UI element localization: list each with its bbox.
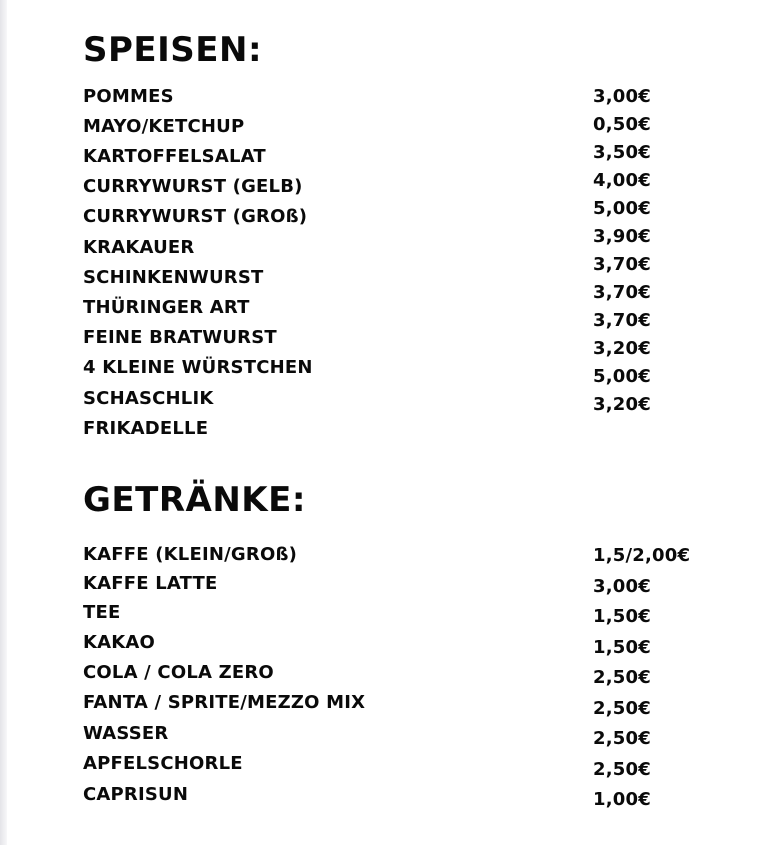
getraenke-item-name: WASSER	[83, 723, 169, 744]
speisen-item-name: MAYO/KETCHUP	[83, 116, 245, 137]
speisen-title: SPEISEN:	[83, 30, 263, 70]
speisen-item-name: CURRYWURST (GROß)	[83, 206, 308, 227]
speisen-item-name: SCHINKENWURST	[83, 267, 264, 288]
speisen-item-price: 4,00€	[593, 170, 651, 191]
getraenke-item-price: 2,50€	[593, 759, 651, 780]
speisen-item-name: POMMES	[83, 86, 174, 107]
speisen-item-price: 3,70€	[593, 282, 651, 303]
getraenke-item-price: 1,50€	[593, 606, 651, 627]
getraenke-item-price: 3,00€	[593, 576, 651, 597]
getraenke-item-name: KAFFE LATTE	[83, 573, 218, 594]
speisen-item-name: KARTOFFELSALAT	[83, 146, 266, 167]
getraenke-title: GETRÄNKE:	[83, 480, 306, 520]
speisen-item-name: SCHASCHLIK	[83, 388, 214, 409]
speisen-item-price: 3,70€	[593, 310, 651, 331]
speisen-item-price: 5,00€	[593, 198, 651, 219]
getraenke-item-price: 1,50€	[593, 637, 651, 658]
speisen-item-price: 3,00€	[593, 86, 651, 107]
speisen-item-price: 0,50€	[593, 114, 651, 135]
page-edge-shadow	[0, 0, 7, 845]
getraenke-item-name: COLA / COLA ZERO	[83, 662, 274, 683]
getraenke-item-price: 1,5/2,00€	[593, 545, 691, 566]
getraenke-item-price: 1,00€	[593, 789, 651, 810]
getraenke-item-name: APFELSCHORLE	[83, 753, 243, 774]
getraenke-item-name: FANTA / SPRITE/MEZZO MIX	[83, 692, 366, 713]
speisen-item-price: 3,90€	[593, 226, 651, 247]
getraenke-item-name: CAPRISUN	[83, 784, 189, 805]
getraenke-item-name: TEE	[83, 602, 121, 623]
speisen-item-name: FEINE BRATWURST	[83, 327, 277, 348]
getraenke-item-name: KAFFE (KLEIN/GROß)	[83, 544, 298, 565]
getraenke-item-price: 2,50€	[593, 698, 651, 719]
getraenke-item-price: 2,50€	[593, 728, 651, 749]
speisen-item-price: 3,20€	[593, 338, 651, 359]
getraenke-item-price: 2,50€	[593, 667, 651, 688]
speisen-item-name: KRAKAUER	[83, 237, 195, 258]
speisen-item-price: 3,20€	[593, 394, 651, 415]
speisen-item-name: FRIKADELLE	[83, 418, 209, 439]
speisen-item-price: 3,50€	[593, 142, 651, 163]
speisen-item-price: 5,00€	[593, 366, 651, 387]
speisen-item-price: 3,70€	[593, 254, 651, 275]
speisen-item-name: THÜRINGER ART	[83, 297, 250, 318]
getraenke-item-name: KAKAO	[83, 632, 156, 653]
speisen-item-name: CURRYWURST (GELB)	[83, 176, 303, 197]
speisen-item-name: 4 KLEINE WÜRSTCHEN	[83, 357, 313, 378]
